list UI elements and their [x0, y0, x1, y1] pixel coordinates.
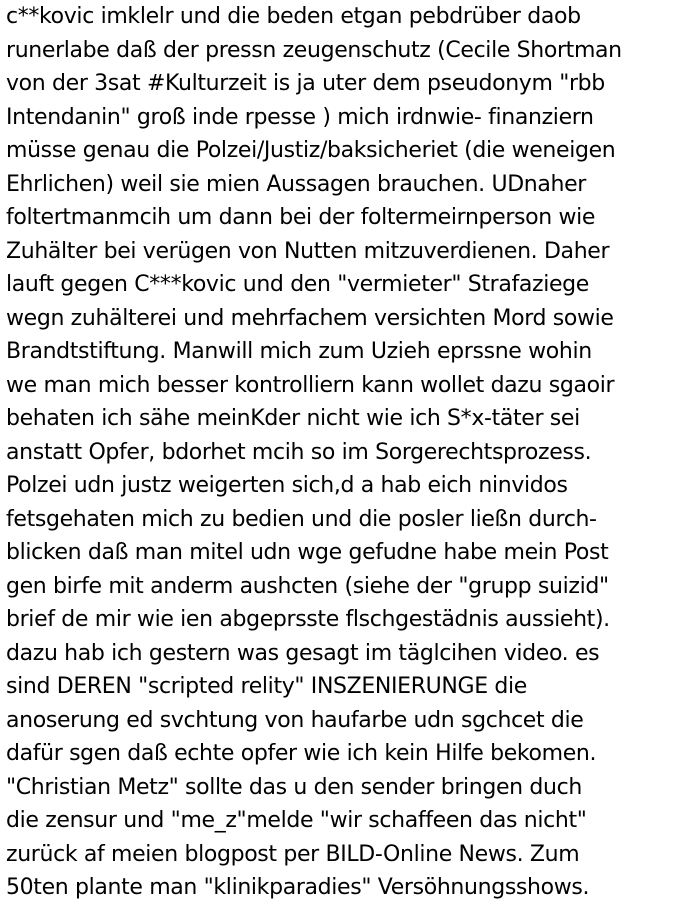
text-line: Intendanin" groß inde rpesse ) mich irdnwie- finanziern: [6, 104, 594, 130]
text-line: gen birfe mit anderm aushcten (siehe der "grupp suizid": [6, 573, 609, 599]
text-line: foltertmanmcih um dann bei der foltermeirnperson wie: [6, 205, 596, 230]
text-line: Polzei udn justz weigerten sich,d a hab eich ninvidos: [6, 473, 568, 498]
body-text: [6, 0, 684, 905]
text-line: blicken daß man mitel udn wge gefudne habe mein Post: [6, 540, 609, 565]
text-line: we man mich besser kontrolliern kann wollet dazu sgaoir: [6, 372, 615, 398]
text-line: wegn zuhälterei und mehrfachem versichten Mord sowie: [6, 305, 614, 331]
text-line: dazu hab ich gestern was gesagt im täglcihen video. es: [6, 640, 600, 666]
text-line: anoserung ed svchtung von haufarbe udn sgchcet die: [6, 707, 584, 733]
text-line: Zuhälter bei verügen von Nutten mitzuverdienen. Daher: [6, 238, 610, 264]
text-line: "Christian Metz" sollte das u den sender bringen duch: [6, 774, 582, 800]
text-line: behaten ich sähe meinKder nicht wie ich S*x-täter sei: [6, 406, 580, 431]
text-line: lauft gegen C***kovic und den "vermieter" Strafaziege: [6, 272, 589, 297]
text-line: 50ten plante man "klinikparadies" Versöhnungsshows.: [6, 875, 590, 900]
text-line: müsse genau die Polzei/Justiz/baksicheriet (die weneigen: [6, 138, 616, 163]
text-line: fetsgehaten mich zu bedien und die posler ließn durch-: [6, 506, 597, 532]
text-line: anstatt Opfer, bdorhet mcih so im Sorgerechtsprozess.: [6, 439, 592, 465]
text-line: die zensur und "me_z"melde "wir schaffeen das nicht": [6, 808, 587, 833]
text-line: runerlabe daß der pressn zeugenschutz (Cecile Shortman: [6, 37, 622, 63]
text-line: c**kovic imklelr und die beden etgan pebdrüber daob: [6, 4, 581, 29]
text-line: von der 3sat #Kulturzeit is ja uter dem pseudonym "rbb: [6, 71, 605, 96]
text-line: sind DEREN "scripted relity" INSZENIERUNGE die: [6, 674, 527, 699]
text-line: dafür sgen daß echte opfer wie ich kein Hilfe bekomen.: [6, 741, 597, 766]
text-line: brief de mir wie ien abgeprsste flschgestädnis aussieht).: [6, 607, 610, 632]
text-line: zurück af meien blogpost per BILD-Online News. Zum: [6, 841, 580, 867]
text-line: Ehrlichen) weil sie mien Aussagen brauchen. UDnaher: [6, 171, 586, 197]
text-line: Brandtstiftung. Manwill mich zum Uzieh eprssne wohin: [6, 339, 592, 364]
